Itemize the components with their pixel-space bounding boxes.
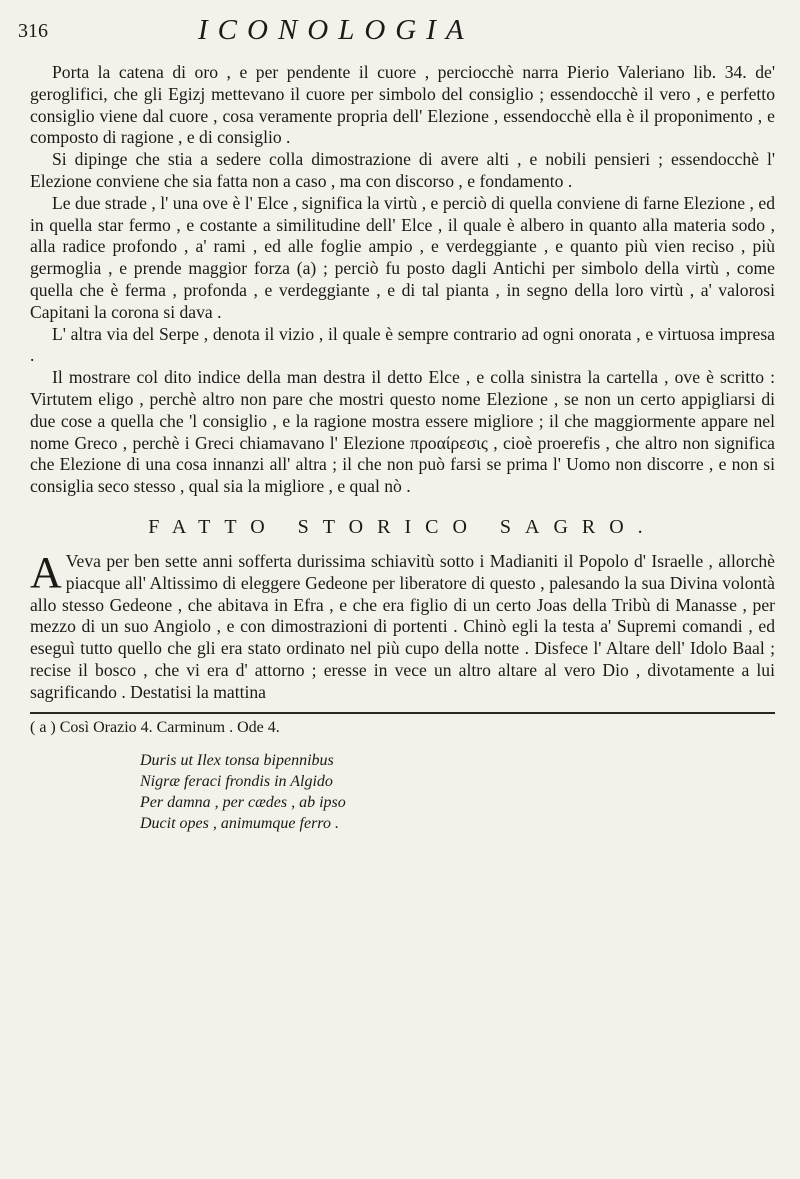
page-body xyxy=(30,62,775,834)
paragraph: Si dipinge che stia a sedere colla dimostrazione di avere alti , e nobili pensieri ; essendocchè l' Elezione conviene che sia fatta non a caso , ma con discorso , e fondamento . xyxy=(30,149,775,191)
footnote: ( a ) Così Orazio 4. Carminum . Ode 4. xyxy=(30,718,280,736)
paragraph: Le due strade , l' una ove è l' Elce , significa la virtù , e perciò di quella conviene di farne Elezione , ed in quella star fermo , e costante a similitudine dell' Elce , il quale è albero in quanto alla materia sodo , alla radice profondo , a' rami , ed alle foglie ampio , e verdeggiante , e quanto più vien reciso , più germoglia , e prende maggior forza (a) ; perciò fu posto dagli Antichi per simbolo della virtù , come quella che è ferma , profonda , e verdeggiante , e di tal pianta , in segno della loro virtù , a' valorosi Capitani la corona si dava . xyxy=(30,192,775,322)
page-header xyxy=(18,14,778,54)
section-heading: FATTO STORICO SAGRO. xyxy=(148,515,657,538)
verse-line: Duris ut Ilex tonsa bipennibus xyxy=(140,751,334,769)
story-paragraph xyxy=(30,547,775,704)
verse-line: Nigræ feraci frondis in Algido xyxy=(140,772,333,790)
page-number: 316 xyxy=(18,20,48,42)
verse-line: Ducit opes , animumque ferro . xyxy=(140,814,339,832)
paragraph: L' altra via del Serpe , denota il vizio , il quale è sempre contrario ad ogni onorata , e virtuosa impresa . xyxy=(30,323,775,366)
paragraph: Porta la catena di oro , e per pendente il cuore , perciocchè narra Pierio Valeriano lib. 34. de' geroglifici, che gli Egizj mettevano il cuore per simbolo del consiglio ; essendocchè il vero , e perfetto consiglio viene dal cuore , cosa veramente propria dell' Elezione , essendocchè ella è il proponimento , e composto di ragione , e di consiglio . xyxy=(30,62,775,148)
verse-line: Per damna , per cædes , ab ipso xyxy=(140,793,346,811)
paragraph: Il mostrare col dito indice della man destra il detto Elce , e colla sinistra la cartella , ove è scritto : Virtutem eligo , perchè altro non pare che mostri questo nome Elezione , se non un certo appigliarsi di due cose a quella che 'l consiglio , e la ragione mostra essere migliore ; il che maggiormente appare nel nome Greco , perchè i Greci chiamavano l' Elezione προαίρεσις , cioè proerefis , che altro non significa che Elezione di una cosa innanzi all' altra ; il che non può farsi se prima l' Uomo non discorre , e non si consiglia seco stesso , qual sia la migliore , e qual nò . xyxy=(30,367,775,497)
story-text: Veva per ben sette anni sofferta durissima schiavitù sotto i Madianiti il Popolo d' Israelle , allorchè piacque all' Altissimo di eleggere Gedeone per liberatore di questo , palesando la sua Divina volontà allo stesso Gedeone , che abitava in Efra , e che era figlio di un certo Joas della Tribù di Manasse , per mezzo di un suo Angiolo , e con dimostrazioni di portenti . Chinò egli la testa a' Supremi comandi , ed eseguì tutto quello che gli era stato ordinato nel più cupo della notte . Disfece l' Altare dell' Idolo Baal ; recise il bosco , che vi era d' attorno ; eresse in vece un altro altare al vero Dio , divotamente a lui sagrificando . Destatisi la mattina xyxy=(30,550,775,702)
footnote-verse xyxy=(140,750,775,834)
footnote-divider xyxy=(30,712,775,714)
running-title: ICONOLOGIA xyxy=(198,14,474,46)
drop-cap: A xyxy=(30,547,62,597)
